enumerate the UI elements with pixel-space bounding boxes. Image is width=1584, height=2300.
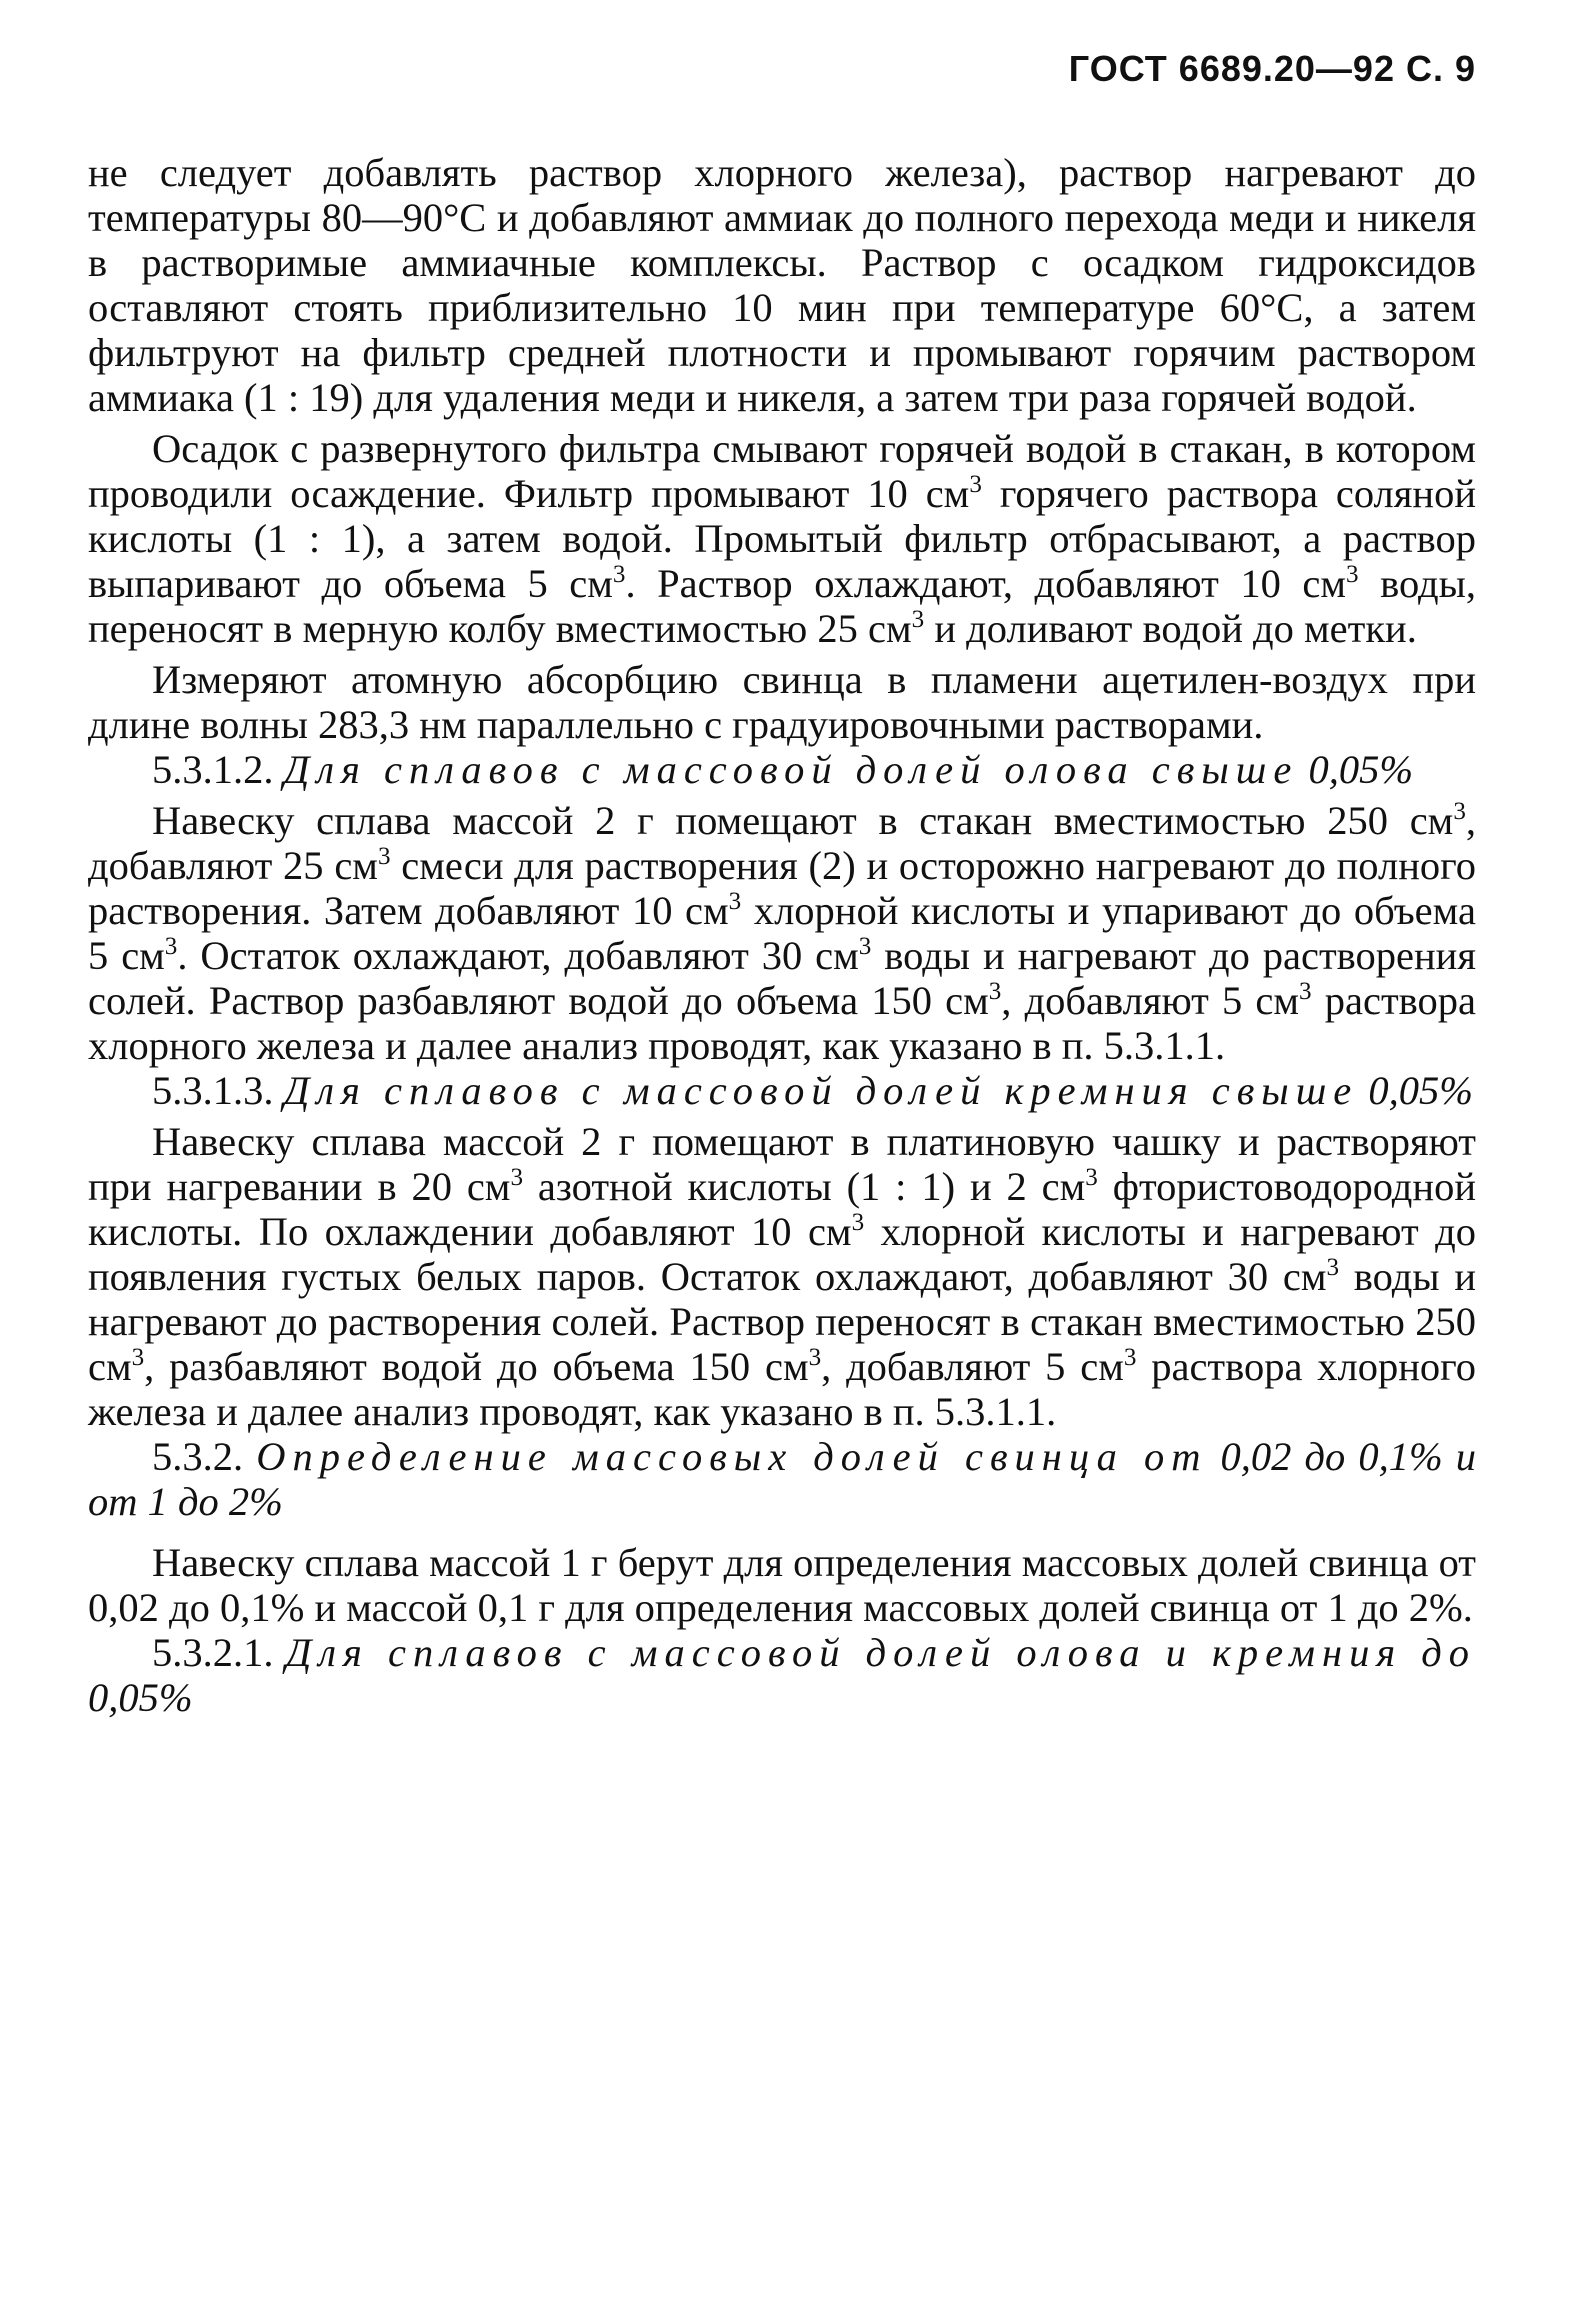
paragraph-silicon-alloy-procedure: Навеску сплава массой 2 г помещают в платиновую чашку и растворяют при нагревании в 20 $см^3$ азотной кислоты (1 : 1) и 2 $см^3$ фтористоводородной кислоты. По охлаждении добавляют 10 $см^3$ хлорной кислоты и нагревают до появления густых белых паров. Остаток охлаждают, добавляют 30 $см^3$ воды и нагревают до растворения солей. Раствор переносят в стакан вместимостью 250 $см^3$, разбавляют водой до объема 150 $см^3$, добавляют 5 $см^3$ раствора хлорного железа и далее анализ проводят, как указано в п. 5.3.1.1.: [88, 1119, 1477, 1434]
paragraph-measurement: Измеряют атомную абсорбцию свинца в пламени ацетилен-воздух при длине волны 283,3 нм параллельно с градуировочными растворами.: [88, 657, 1476, 747]
paragraph-precipitate: Осадок с развернутого фильтра смывают горячей водой в стакан, в котором проводили осаждение. Фильтр промывают 10 $см^3$ горячего раствора соляной кислоты (1 : 1), а затем водой. Промытый фильтр отбрасывают, а раствор выпаривают до объема 5 $см^3$. Раствор охлаждают, добавляют 10 $см^3$ воды, переносят в мерную колбу вместимостью 25 $см^3$ и доливают водой до метки.: [88, 426, 1477, 651]
body-text: [88, 150, 1476, 1720]
section-heading-5-3-2: [88, 1434, 1476, 1524]
section-value: 0,02 до 0,1% и от 1 до 2%: [88, 1434, 1477, 1524]
section-title: Для сплавов с массовой долей кремния свыше: [283, 1068, 1359, 1113]
running-header: ГОСТ 6689.20—92 С. 9: [1068, 48, 1476, 89]
section-value: 0,05%: [1308, 747, 1414, 792]
section-heading-5-3-2-1: [88, 1630, 1476, 1720]
paragraph-sample-mass: Навеску сплава массой 1 г берут для определения массовых долей свинца от 0,02 до 0,1% и массой 0,1 г для определения массовых долей свинца от 1 до 2%.: [88, 1540, 1476, 1630]
section-title: Определение массовых долей свинца от: [256, 1434, 1208, 1479]
paragraph-tin-alloy-procedure: Навеску сплава массой 2 г помещают в стакан вместимостью 250 $см^3$, добавляют 25 $см^3$ смеси для растворения (2) и осторожно нагревают до полного растворения. Затем добавляют 10 $см^3$ хлорной кислоты и упаривают до объема 5 $см^3$. Остаток охлаждают, добавляют 30 $см^3$ воды и нагревают до растворения солей. Раствор разбавляют водой до объема 150 $см^3$, добавляют 5 $см^3$ раствора хлорного железа и далее анализ проводят, как указано в п. 5.3.1.1.: [88, 797, 1476, 1068]
section-title: Для сплавов с массовой долей олова и кремния до: [285, 1630, 1476, 1675]
section-title: Для сплавов с массовой долей олова свыше: [283, 747, 1299, 792]
section-number: 5.3.2.: [152, 1434, 244, 1479]
section-number: 5.3.2.1.: [152, 1630, 274, 1675]
section-value: 0,05%: [88, 1675, 193, 1720]
section-number: 5.3.1.2.: [152, 747, 274, 792]
section-number: 5.3.1.3.: [152, 1068, 274, 1113]
paragraph-continuation: не следует добавлять раствор хлорного железа), раствор нагревают до температуры 80—90°С и добавляют аммиак до полного перехода меди и никеля в растворимые аммиачные комплексы. Раствор с осадком гидроксидов оставляют стоять приблизительно 10 мин при температуре 60°С, а затем фильтруют на фильтр средней плотности и промывают горячим раствором аммиака (1 : 19) для удаления меди и никеля, а затем три раза горячей водой.: [88, 150, 1476, 420]
section-value: 0,05%: [1368, 1068, 1474, 1113]
section-heading-5-3-1-3: [88, 1068, 1476, 1113]
section-heading-5-3-1-2: [88, 747, 1476, 792]
